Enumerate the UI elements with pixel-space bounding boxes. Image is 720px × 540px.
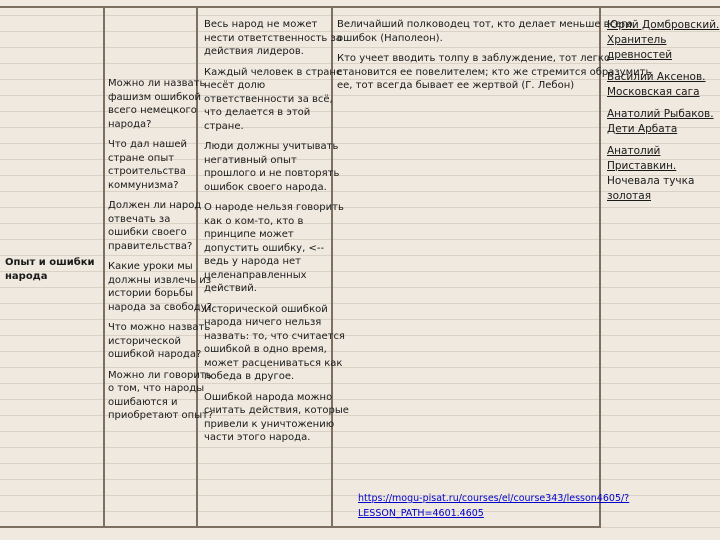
question-item-line: о том, что народы [108,383,205,394]
thesis-item-line: несёт долю [204,80,266,91]
book-line: золотая [607,190,652,202]
source-link-line-2: LESSON_PATH=4601.4605 [358,508,484,519]
book-line: Василий Аксенов. [607,71,706,83]
thesis-item-line: ошибкой в одно время, [204,344,327,355]
book-line: Ночевала тучка [607,175,695,187]
thesis-item-line: может расцениваться как [204,357,343,369]
quote-item-line: ошибок (Наполеон). [337,32,443,44]
question-item [108,77,213,131]
quote-item [337,18,651,45]
books-cell [607,18,719,211]
question-item-line: коммунизма? [108,179,179,191]
question-item [108,199,213,253]
book-line: Анатолий Рыбаков. [607,108,714,120]
question-item-line: Можно ли говорить [108,369,212,381]
question-item-line: ошибкой народа? [108,349,202,360]
thesis-item-line: назвать: то, что считается [204,330,345,342]
question-item-line: ошибаются и [108,396,178,408]
thesis-item-line: принципе может [204,229,294,240]
question-item-line: истории борьбы [108,288,194,299]
question-item-line: правительства? [108,240,193,252]
question-item-line: фашизм ошибкой [108,91,201,103]
source-link-line-1: https://mogu-pisat.ru/courses/el/course343/lesson4605/? [358,493,630,504]
thesis-item-line: Весь народ не может [204,19,318,30]
book-line: Московская сага [607,86,700,98]
book-line: древностей [607,49,673,61]
thesis-item-line: Исторической ошибкой [204,303,328,315]
thesis-item-line: Ошибкой народа можно [204,391,333,403]
thesis-item [204,140,349,194]
question-item [108,260,213,314]
question-item-line: народа за свободу? [108,301,212,313]
question-item-line: строительства [108,166,186,177]
thesis-item-line: победа в другое. [204,371,295,382]
thesis-item-line: привели к уничтожению [204,418,335,430]
question-item-line: Что можно назвать [108,322,211,333]
quotes-cell [337,18,651,100]
book-line: Дети Арбата [607,123,678,135]
thesis-item-line: нести ответственность за [204,32,342,44]
row-border [0,526,600,528]
question-item-line: всего немецкого [108,105,197,116]
thesis-item-line: целенаправленных [204,269,307,281]
thesis-item-line: прошлого и не повторять [204,168,340,179]
thesis-item-line: Люди должны учитывать [204,141,339,152]
question-item-line: отвечать за [108,213,171,225]
questions-cell [108,77,213,430]
question-item-line: Какие уроки мы [108,261,193,272]
book-line: Анатолий [607,145,661,157]
column-border [103,6,105,528]
quote-item [337,52,651,93]
quote-item-line: ее, тот всегда бывает ее жертвой (Г. Лебон) [337,80,575,91]
thesis-item-line: стране. [204,120,244,132]
thesis-item-line: ошибок своего народа. [204,181,327,193]
book-item[interactable] [607,70,719,100]
book-item [607,174,719,189]
book-line: Хранитель [607,34,667,46]
book-item[interactable] [607,144,719,174]
theses-cell [204,18,349,452]
quote-item-line: становится ее повелителем; кто же стремится образумить [337,66,652,78]
thesis-item [204,66,349,134]
row-border [0,6,720,8]
thesis-item-line: как о ком-то, кто в [204,215,304,227]
question-item-line: должны извлечь из [108,274,212,286]
thesis-item-line: действий. [204,283,257,294]
row-label: Опыт и ошибки народа [5,257,95,282]
quote-item-line: Кто учеет вводить толпу в заблуждение, тот легко [337,53,611,64]
question-item-line: приобретают опыт? [108,410,214,421]
thesis-item [204,201,349,296]
thesis-item-line: Каждый человек в стране [204,66,343,78]
thesis-item-line: что делается в этой [204,107,311,118]
question-item [108,138,213,192]
thesis-item-line: народа ничего нельзя [204,317,322,328]
thesis-item-line: части этого народа. [204,432,311,443]
question-item [108,321,213,362]
question-item-line: исторической [108,335,182,347]
thesis-item-line: допустить ошибку, <-- [204,242,325,254]
thesis-item-line: действия лидеров. [204,46,304,57]
book-line: Юрий Домбровский. [607,19,720,31]
thesis-item-line: О народе нельзя говорить [204,202,344,213]
book-line: Приставкин. [607,160,677,172]
question-item [108,369,213,423]
thesis-item [204,303,349,384]
thesis-item-line: считать действия, которые [204,405,349,416]
thesis-item [204,391,349,445]
thesis-item [204,18,349,59]
question-item-line: Должен ли народ [108,200,202,211]
thesis-item-line: негативный опыт [204,154,297,166]
book-item[interactable] [607,189,719,204]
question-item-line: Можно ли назвать [108,78,206,89]
book-item[interactable] [607,18,719,63]
book-item[interactable] [607,107,719,137]
question-item-line: ошибки своего [108,227,187,238]
source-link[interactable] [358,491,629,521]
quote-item-line: Величайший полководец тот, кто делает меньше всего [337,19,633,30]
thesis-item-line: ведь у народа нет [204,256,301,267]
question-item-line: народа? [108,118,152,130]
question-item-line: стране опыт [108,152,175,164]
thesis-item-line: ответственности за всё, [204,93,333,105]
question-item-line: Что дал нашей [108,139,188,150]
row-label-cell [5,256,100,283]
